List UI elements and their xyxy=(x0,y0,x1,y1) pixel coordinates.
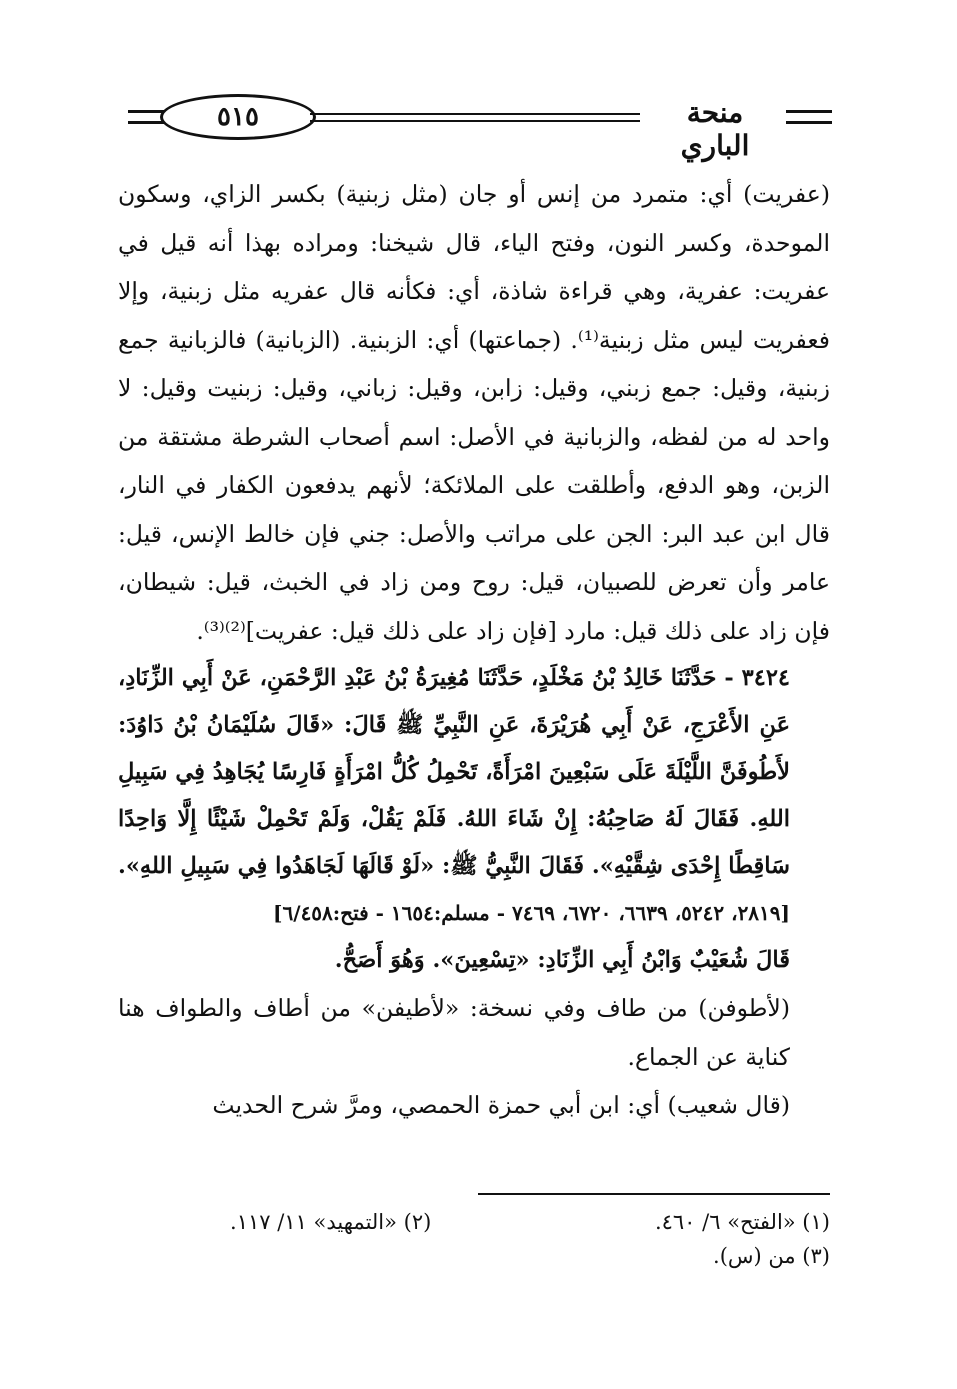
footnote-1: (١) «الفتح» ٦/ ٤٦٠. xyxy=(654,1210,830,1234)
commentary-paragraph-2: (لأطوفن) من طاف وفي نسخة: «لأطيفن» من أطاف والطواف هنا كناية عن الجماع. xyxy=(118,994,790,1071)
hadith-note: قَالَ شُعَيْبٌ وَابْنُ أَبِي الزِّنَادِ: «تِسْعِينَ». وَهُوَ أَصَحُّ. xyxy=(334,947,790,973)
footnote-2: (٢) «التمهيد» ١١/ ١١٧. xyxy=(230,1210,432,1234)
hadith-text xyxy=(118,655,830,937)
header-rule-middle xyxy=(310,113,640,122)
footnote-divider xyxy=(478,1193,830,1195)
commentary-paragraph: (عفريت) أي: متمرد من إنس أو جان (مثل زبنية) بكسر الزاي، وسكون الموحدة، وكسر النون، وفتح الياء، قال شيخنا: ومراده بهذا أنه قيل في عفريت: عفرية، وهي قراءة شاذة، أي: فكأنه قال عفريه مثل زبنية، وإلا فعفريت ليس مثل زبنية⁽¹⁾. (جماعتها) أي: الزبنية. (الزبانية) فالزبانية جمع زبنية، وقيل: جمع زبني، وقيل: زابن، وقيل: زباني، وقيل: زبنيت وقيل: لا واحد له من لفظه، والزبانية في الأصل: اسم أصحاب الشرطة مشتقة من الزبن، وهو الدفع، وأطلقت على الملائكة؛ لأنهم يدفعون الكفار في النار، قال ابن عبد البر: الجن على مراتب والأصل: جني فإن خالط الإنس، قيل: عامر وأن تعرض للصبيان، قيل: روح ومن زاد في الخبث، قيل: شيطان، فإن زاد على ذلك قيل: مارد [فإن زاد على ذلك قيل: عفريت]⁽²⁾⁽³⁾. xyxy=(118,180,830,645)
hadith-body: ٣٤٢٤ - حَدَّثَنَا خَالِدُ بْنُ مَخْلَدٍ، حَدَّثَنَا مُغِيرَةُ بْنُ عَبْدِ الرَّحْمَنِ، عَنْ أَبِي الزِّنَادِ، عَنِ الأَعْرَجِ، عَنْ أَبِي هُرَيْرَةَ، عَنِ النَّبِيِّ ﷺ قَالَ: «قَالَ سُلَيْمَانُ بْنُ دَاوُدَ: لأَطُوفَنَّ اللَّيْلَةَ عَلَى سَبْعِينَ امْرَأَةً، تَحْمِلُ كُلُّ امْرَأَةٍ فَارِسًا يُجَاهِدُ فِي سَبِيلِ اللهِ. فَقَالَ لَهُ صَاحِبُهُ: إِنْ شَاءَ اللهُ. فَلَمْ يَقُلْ، وَلَمْ تَحْمِلْ شَيْئًا إِلَّا وَاحِدًا سَاقِطًا إِحْدَى شِقَّيْهِ». فَقَالَ النَّبِيُّ ﷺ: «لَوْ قَالَهَا لَجَاهَدُوا فِي سَبِيلِ اللهِ». xyxy=(118,665,790,879)
page-number: ٥١٥ xyxy=(160,94,316,140)
commentary-paragraph-3: (قال شعيب) أي: ابن أبي حمزة الحمصي، ومرَّ شرح الحديث xyxy=(212,1091,790,1119)
main-text xyxy=(118,170,830,1130)
book-title: منحة الباري xyxy=(680,96,750,162)
hadith-references: [٢٨١٩، ٥٢٤٢، ٦٦٣٩، ٦٧٢٠، ٧٤٦٩ - مسلم:١٦٥٤ - فتح:٦/٤٥٨] xyxy=(273,901,790,925)
footnotes xyxy=(230,1205,830,1273)
page-header xyxy=(110,88,840,162)
footnote-row xyxy=(230,1205,830,1239)
header-rule-right xyxy=(786,110,832,124)
footnote-3: (٣) من (س). xyxy=(713,1244,830,1268)
